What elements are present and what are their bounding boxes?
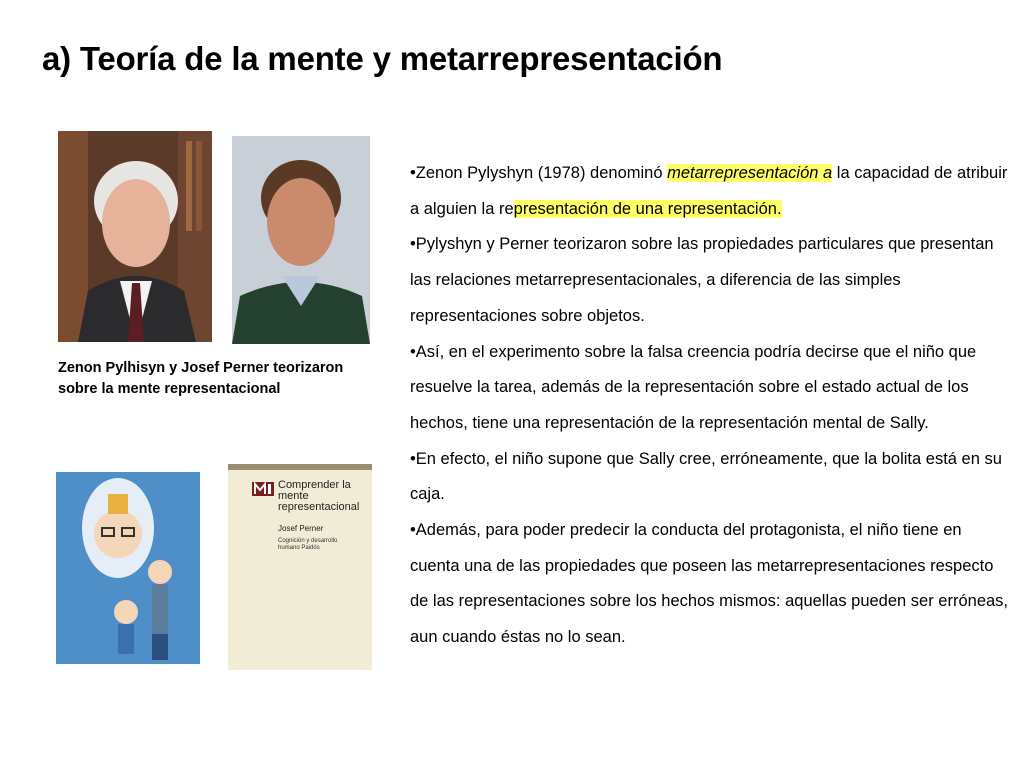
- photo-zenon-pylyshyn: [58, 131, 212, 342]
- paragraph-2: •Pylyshyn y Perner teorizaron sobre las propiedades particulares que presentan las relaciones metarrepresentacionales, a diferencia de las simples representaciones sobre objetos.: [410, 235, 994, 325]
- paragraph-1-middle: la capacidad de atribuir a alguien la re: [410, 164, 1008, 218]
- paragraph-5: •Además, para poder predecir la conducta del protagonista, el niño tiene en cuenta una de las propiedades que poseen las metarrepresentaciones respecto de las representaciones sobre los hechos mismos: aquellas pueden ser erróneas, aun cuando éstas no lo sean.: [410, 521, 1009, 647]
- slide-title: a) Teoría de la mente y metarrepresentación: [42, 40, 723, 77]
- photo-caption: Zenon Pylhisyn y Josef Perner teorizaron sobre la mente representacional: [58, 360, 344, 397]
- body-text: [410, 156, 1010, 656]
- highlighted-term: metarrepresentación a: [667, 164, 833, 182]
- book-author: Josef Perner: [278, 524, 324, 533]
- paragraph-1-start: •Zenon Pylyshyn (1978) denominó: [410, 164, 668, 182]
- photo-josef-perner: [232, 136, 370, 344]
- book-cover: [228, 464, 372, 670]
- book-title: Comprender la mente representacional: [278, 479, 360, 513]
- highlighted-definition: presentación de una representación.: [513, 199, 782, 218]
- paragraph-3: •Así, en el experimento sobre la falsa creencia podría decirse que el niño que resuelve la tarea, además de la representación sobre el estado actual de los hechos, tiene una representación de la representación mental de Sally.: [410, 342, 977, 432]
- paragraph-1: [410, 156, 1010, 227]
- paragraph-4: •En efecto, el niño supone que Sally cree, erróneamente, que la bolita está en su caja.: [410, 449, 1002, 504]
- publisher-logo-icon: [252, 482, 274, 496]
- book-subtitle: Cognición y desarrollo humano Paidós: [278, 538, 338, 551]
- illustration-false-belief: [56, 472, 200, 664]
